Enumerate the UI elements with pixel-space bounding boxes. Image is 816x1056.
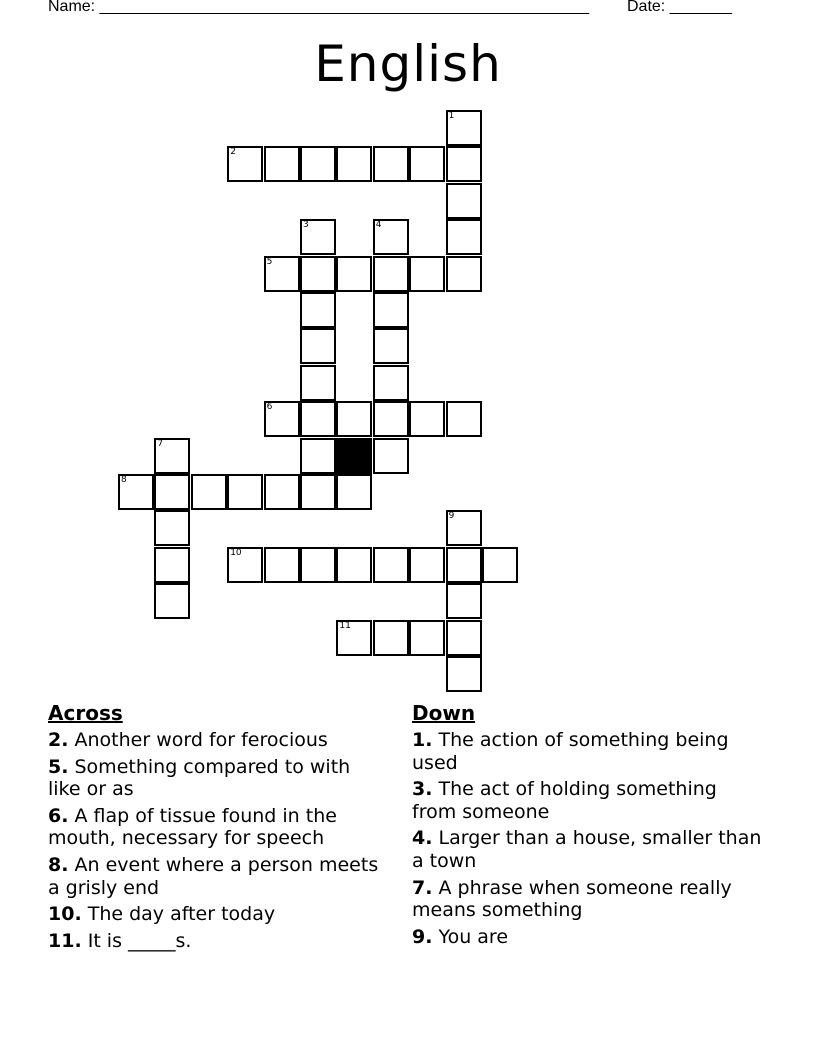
puzzle-title: English bbox=[314, 35, 502, 93]
crossword-cell[interactable] bbox=[336, 146, 372, 182]
crossword-cell[interactable] bbox=[300, 365, 336, 401]
clue-number: 9 bbox=[448, 511, 455, 522]
crossword-cell[interactable] bbox=[264, 474, 300, 510]
crossword-cell[interactable] bbox=[409, 401, 445, 437]
clue-number: 6. bbox=[48, 804, 69, 827]
crossword-cell[interactable] bbox=[409, 146, 445, 182]
clue-number: 9. bbox=[412, 925, 433, 948]
crossword-cell[interactable] bbox=[409, 547, 445, 583]
clue-number: 8 bbox=[121, 475, 127, 485]
name-field[interactable]: Name: _______________________________________________________ bbox=[48, 0, 589, 15]
across-clue bbox=[48, 930, 388, 953]
clue-number: 10. bbox=[48, 903, 82, 926]
crossword-cell[interactable] bbox=[300, 438, 336, 474]
clue-number: 3 bbox=[303, 220, 309, 231]
crossword-cell[interactable] bbox=[300, 146, 336, 182]
crossword-cell[interactable] bbox=[446, 110, 482, 146]
crossword-cell[interactable] bbox=[446, 401, 482, 437]
clue-text: A flap of tissue found in the mouth, necessary for speech bbox=[48, 804, 337, 850]
crossword-cell[interactable] bbox=[446, 656, 482, 692]
crossword-cell[interactable] bbox=[300, 256, 336, 292]
crossword-cell[interactable] bbox=[118, 474, 154, 510]
crossword-cell[interactable] bbox=[154, 438, 190, 474]
crossword-cell[interactable] bbox=[446, 146, 482, 182]
crossword-cell[interactable] bbox=[373, 292, 409, 328]
clue-number: 4 bbox=[375, 220, 382, 231]
clue-number: 7. bbox=[412, 876, 433, 899]
clue-number: 10 bbox=[230, 547, 242, 558]
crossword-cell[interactable] bbox=[409, 256, 445, 292]
crossword-cell[interactable] bbox=[300, 292, 336, 328]
clue-number: 2. bbox=[48, 729, 69, 751]
crossword-cell[interactable] bbox=[227, 146, 263, 182]
clue-text: Larger than a house, smaller than a town bbox=[412, 827, 762, 872]
clue-number: 2 bbox=[230, 147, 236, 158]
clue-number: 5. bbox=[48, 755, 69, 778]
clue-number: 5 bbox=[266, 256, 273, 267]
crossword-cell[interactable] bbox=[300, 328, 336, 364]
crossword-cell[interactable] bbox=[373, 256, 409, 292]
clue-number: 1 bbox=[448, 111, 455, 121]
clue-text: It is _____s. bbox=[87, 929, 192, 952]
across-heading: Across bbox=[48, 701, 123, 725]
crossword-cell[interactable] bbox=[264, 256, 300, 292]
crossword-cell[interactable] bbox=[373, 401, 409, 437]
down-clue bbox=[412, 729, 762, 774]
crossword-cell[interactable] bbox=[373, 620, 409, 656]
down-heading: Down bbox=[412, 701, 476, 725]
clue-number: 11. bbox=[48, 929, 82, 952]
across-clue bbox=[48, 903, 388, 926]
crossword-cell[interactable] bbox=[446, 256, 482, 292]
crossword-cell[interactable] bbox=[373, 438, 409, 474]
clue-number: 6 bbox=[266, 402, 273, 413]
crossword-cell[interactable] bbox=[446, 583, 482, 619]
across-clues bbox=[48, 701, 388, 956]
black-cell bbox=[336, 438, 372, 474]
clue-number: 8. bbox=[48, 853, 69, 876]
clue-number: 7 bbox=[157, 438, 164, 449]
crossword-cell[interactable] bbox=[336, 547, 372, 583]
crossword-cell[interactable] bbox=[300, 547, 336, 583]
clue-number: 1. bbox=[412, 729, 433, 751]
clue-text: Something compared to with like or as bbox=[48, 755, 351, 801]
crossword-cell[interactable] bbox=[264, 146, 300, 182]
crossword-cell[interactable] bbox=[300, 474, 336, 510]
crossword-cell[interactable] bbox=[154, 474, 190, 510]
across-clue bbox=[48, 805, 388, 850]
across-clue bbox=[48, 756, 388, 801]
clue-text: The day after today bbox=[87, 903, 276, 926]
crossword-cell[interactable] bbox=[446, 510, 482, 546]
down-clue bbox=[412, 827, 762, 872]
crossword-cell[interactable] bbox=[227, 547, 263, 583]
crossword-cell[interactable] bbox=[446, 219, 482, 255]
crossword-cell[interactable] bbox=[373, 146, 409, 182]
crossword-cell[interactable] bbox=[154, 510, 190, 546]
date-field[interactable]: Date: _______ bbox=[627, 0, 732, 15]
crossword-cell[interactable] bbox=[227, 474, 263, 510]
crossword-cell[interactable] bbox=[373, 547, 409, 583]
across-clue bbox=[48, 729, 388, 752]
clue-text: The action of something being used bbox=[412, 729, 729, 774]
down-clue bbox=[412, 877, 762, 922]
crossword-cell[interactable] bbox=[336, 256, 372, 292]
crossword-cell[interactable] bbox=[300, 219, 336, 255]
clue-text: Another word for ferocious bbox=[74, 729, 328, 751]
crossword-cell[interactable] bbox=[336, 620, 372, 656]
clue-text: You are bbox=[438, 925, 509, 948]
crossword-cell[interactable] bbox=[264, 401, 300, 437]
crossword-cell[interactable] bbox=[336, 401, 372, 437]
down-clue bbox=[412, 778, 762, 823]
crossword-cell[interactable] bbox=[446, 183, 482, 219]
clue-number: 3. bbox=[412, 778, 433, 801]
clue-text: The act of holding something from someone bbox=[412, 778, 717, 823]
down-clue bbox=[412, 926, 762, 949]
crossword-cell[interactable] bbox=[264, 547, 300, 583]
crossword-cell[interactable] bbox=[409, 620, 445, 656]
crossword-cell[interactable] bbox=[154, 547, 190, 583]
crossword-cell[interactable] bbox=[446, 547, 482, 583]
down-clues bbox=[412, 701, 762, 952]
clue-number: 11 bbox=[339, 620, 351, 631]
clue-number: 4. bbox=[412, 827, 433, 850]
clue-text: An event where a person meets a grisly end bbox=[48, 853, 379, 899]
clue-text: A phrase when someone really means something bbox=[412, 876, 732, 922]
crossword-cell[interactable] bbox=[482, 547, 518, 583]
crossword-cell[interactable] bbox=[336, 474, 372, 510]
crossword-cell[interactable] bbox=[446, 620, 482, 656]
crossword-cell[interactable] bbox=[373, 365, 409, 401]
crossword-cell[interactable] bbox=[191, 474, 227, 510]
crossword-cell[interactable] bbox=[154, 583, 190, 619]
crossword-cell[interactable] bbox=[373, 219, 409, 255]
crossword-cell[interactable] bbox=[373, 328, 409, 364]
across-clue bbox=[48, 854, 388, 899]
crossword-cell[interactable] bbox=[300, 401, 336, 437]
